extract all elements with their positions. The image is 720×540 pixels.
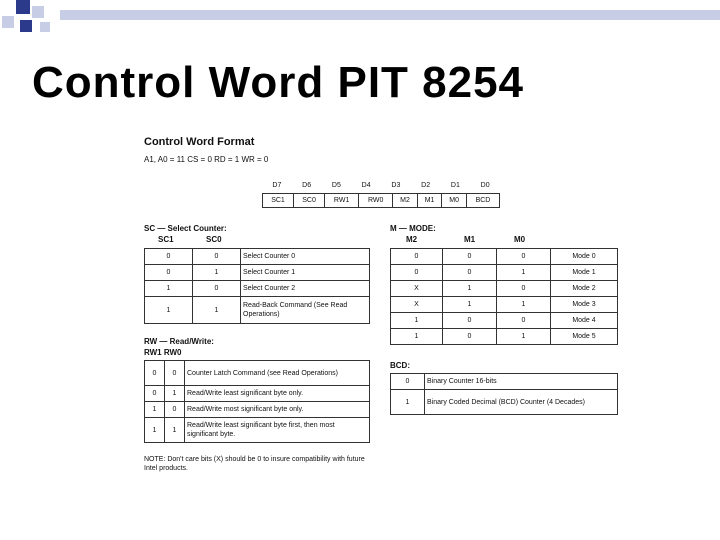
table-cell: 1 [497, 297, 551, 313]
table-cell: 0 [145, 249, 193, 265]
table-cell: 0 [391, 249, 443, 265]
table-cell: 1 [497, 329, 551, 345]
table-cell: 0 [497, 249, 551, 265]
table-row [391, 313, 618, 329]
table-cell: 0 [443, 313, 497, 329]
bit-label: D1 [450, 182, 460, 189]
mode-header: M2 [406, 235, 418, 244]
bit-fields-table [262, 193, 500, 208]
bit-label: D4 [361, 182, 371, 189]
table-cell: 1 [391, 390, 425, 415]
rw-section-title: RW — Read/Write: [144, 337, 214, 346]
table-cell: Binary Counter 16-bits [425, 374, 618, 390]
table-row [145, 361, 370, 386]
table-cell: Mode 3 [551, 297, 618, 313]
bit-label: D7 [272, 182, 282, 189]
table-row [391, 249, 618, 265]
table-row [263, 194, 500, 208]
table-cell: 0 [443, 329, 497, 345]
table-row [145, 281, 370, 297]
bit-field: BCD [466, 194, 499, 208]
table-cell: 0 [193, 249, 241, 265]
table-cell: Read/Write least significant byte only. [185, 386, 370, 402]
table-cell: 1 [497, 265, 551, 281]
table-row [145, 418, 370, 443]
table-cell: 0 [443, 265, 497, 281]
table-row [391, 281, 618, 297]
table-cell: X [391, 297, 443, 313]
bcd-section-title: BCD: [390, 361, 410, 370]
table-cell: 1 [391, 313, 443, 329]
sc-header: SC1 [158, 235, 174, 244]
deco-square-light [2, 16, 14, 28]
figure-note: NOTE: Don't care bits (X) should be 0 to insure compatibility with future Intel products. [144, 456, 365, 472]
table-cell: 0 [193, 281, 241, 297]
table-row [391, 297, 618, 313]
deco-square-dark [16, 0, 30, 14]
table-cell: 0 [145, 361, 165, 386]
table-cell: Select Counter 0 [241, 249, 370, 265]
bit-field: M1 [417, 194, 442, 208]
table-cell: 1 [391, 329, 443, 345]
table-row [145, 265, 370, 281]
table-cell: Binary Coded Decimal (BCD) Counter (4 Decades) [425, 390, 618, 415]
bit-field: SC0 [294, 194, 325, 208]
bit-field: SC1 [263, 194, 294, 208]
table-cell: Counter Latch Command (see Read Operations) [185, 361, 370, 386]
table-cell: Select Counter 1 [241, 265, 370, 281]
top-decorative-line [60, 10, 720, 20]
mode-header: M1 [464, 235, 476, 244]
table-cell: X [391, 281, 443, 297]
figure-title: Control Word Format [144, 136, 255, 148]
decorative-squares [0, 0, 60, 40]
table-cell: 0 [391, 265, 443, 281]
table-cell: 0 [165, 402, 185, 418]
table-cell: 1 [145, 418, 165, 443]
table-cell: 0 [165, 361, 185, 386]
rw-table [144, 360, 370, 443]
mode-table [390, 248, 618, 345]
bit-label: D0 [480, 182, 490, 189]
mode-header: M0 [514, 235, 526, 244]
table-row [391, 265, 618, 281]
table-row [391, 390, 618, 415]
table-cell: Mode 2 [551, 281, 618, 297]
table-row [145, 386, 370, 402]
table-cell: 1 [165, 418, 185, 443]
table-cell: Read/Write most significant byte only. [185, 402, 370, 418]
table-cell: 0 [391, 374, 425, 390]
table-cell: 0 [145, 265, 193, 281]
table-cell: Mode 4 [551, 313, 618, 329]
rw-headers: RW1 RW0 [144, 348, 182, 357]
table-cell: Read/Write least significant byte first, then most significant byte. [185, 418, 370, 443]
sc-table [144, 248, 370, 324]
sc-section-title: SC — Select Counter: [144, 224, 227, 233]
bit-field: RW0 [359, 194, 393, 208]
table-cell: 1 [145, 281, 193, 297]
table-row [391, 374, 618, 390]
table-row [145, 249, 370, 265]
table-row [145, 402, 370, 418]
bit-field: M2 [393, 194, 418, 208]
deco-square-light [32, 6, 44, 18]
table-cell: 0 [443, 249, 497, 265]
table-cell: Read-Back Command (See Read Operations) [241, 297, 370, 324]
table-cell: 0 [497, 281, 551, 297]
deco-square-light [40, 22, 50, 32]
bit-label: D3 [391, 182, 401, 189]
bit-label: D2 [421, 182, 431, 189]
bcd-table [390, 373, 618, 415]
table-cell: 1 [443, 297, 497, 313]
bit-label: D5 [331, 182, 341, 189]
table-cell: Mode 5 [551, 329, 618, 345]
deco-square-dark [20, 20, 32, 32]
bit-labels [262, 182, 500, 189]
sc-header: SC0 [206, 235, 222, 244]
table-cell: Select Counter 2 [241, 281, 370, 297]
table-cell: 1 [145, 402, 165, 418]
table-row [391, 329, 618, 345]
table-cell: 0 [497, 313, 551, 329]
table-cell: 1 [145, 297, 193, 324]
bit-field: M0 [442, 194, 467, 208]
table-cell: Mode 1 [551, 265, 618, 281]
bit-field: RW1 [325, 194, 359, 208]
control-word-figure [140, 130, 620, 480]
slide-title: Control Word PIT 8254 [32, 58, 525, 107]
table-cell: 1 [193, 265, 241, 281]
figure-condition: A1, A0 = 11 CS = 0 RD = 1 WR = 0 [144, 155, 269, 164]
table-cell: 0 [145, 386, 165, 402]
table-cell: 1 [443, 281, 497, 297]
bit-label: D6 [302, 182, 312, 189]
table-cell: 1 [165, 386, 185, 402]
table-cell: Mode 0 [551, 249, 618, 265]
mode-section-title: M — MODE: [390, 224, 436, 233]
table-row [145, 297, 370, 324]
table-cell: 1 [193, 297, 241, 324]
